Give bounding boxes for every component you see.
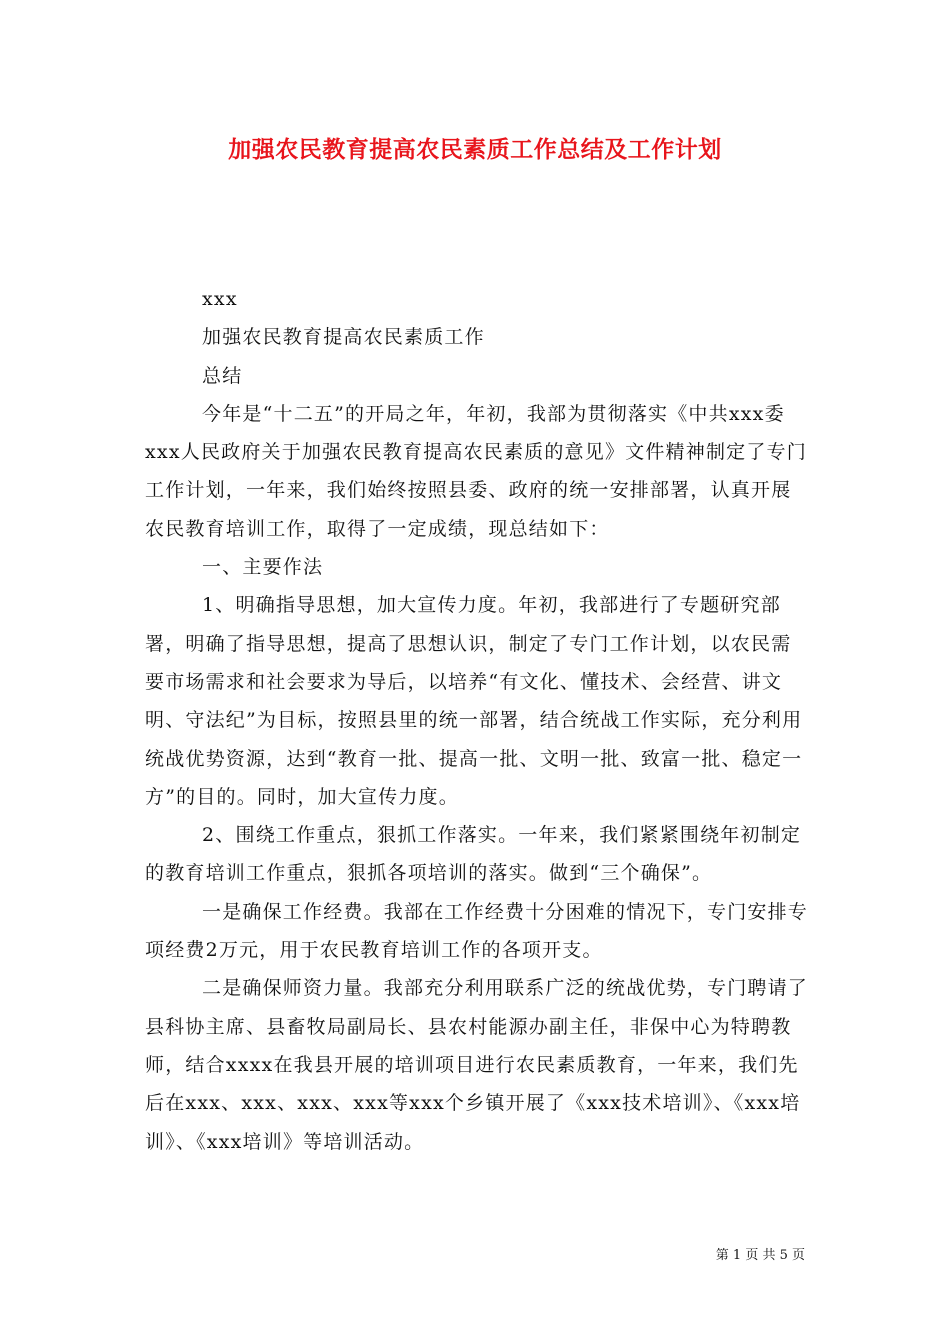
paragraph-2: 2、围绕工作重点，狠抓工作落实。一年来，我们紧紧围绕年初制定的教育培训工作重点，狠抓各项培训的落实。做到“三个确保”。	[145, 824, 802, 885]
document-title: 加强农民教育提高农民素质工作总结及工作计划	[228, 136, 722, 163]
section-heading: 一、主要作法	[202, 556, 324, 579]
author-line: xxx	[202, 288, 238, 310]
page-number: 第 1 页 共 5 页	[715, 1248, 805, 1263]
subtitle-line-2: 总结	[202, 364, 243, 387]
paragraph-3: 一是确保工作经费。我部在工作经费十分困难的情况下，专门安排专项经费2万元，用于农民教育培训工作的各项开支。	[145, 900, 809, 962]
subtitle-line: 加强农民教育提高农民素质工作	[202, 326, 485, 349]
paragraph-1: 1、明确指导思想，加大宣传力度。年初，我部进行了专题研究部署，明确了指导思想，提高了思想认识，制定了专门工作计划，以农民需要市场需求和社会要求为导后，以培养“有文化、懂技术、会经营、讲文明、守法纪”为目标，按照县里的统一部署，结合统战工作实际，充分利用统战优势资源，达到“教育一批、提高一批、文明一批、致富一批、稳定一方”的目的。同时，加大宣传力度。	[145, 594, 803, 808]
paragraph-4: 二是确保师资力量。我部充分利用联系广泛的统战优势，专门聘请了县科协主席、县畜牧局副局长、县农村能源办副主任，非保中心为特聘教师，结合xxxx在我县开展的培训项目进行农民素质教育，一年来，我们先后在xxx、xxx、xxx、xxx等xxx个乡镇开展了《xxx技术培训》、《xxx培训》、《xxx培训》等培训活动。	[145, 977, 809, 1153]
document-body	[145, 280, 809, 1161]
intro-paragraph: 今年是“十二五”的开局之年，年初，我部为贯彻落实《中共xxx委xxx人民政府关于加强农民教育提高农民素质的意见》文件精神制定了专门工作计划，一年来，我们始终按照县委、政府的统一安排部署，认真开展农民教育培训工作，取得了一定成绩，现总结如下：	[145, 402, 807, 540]
